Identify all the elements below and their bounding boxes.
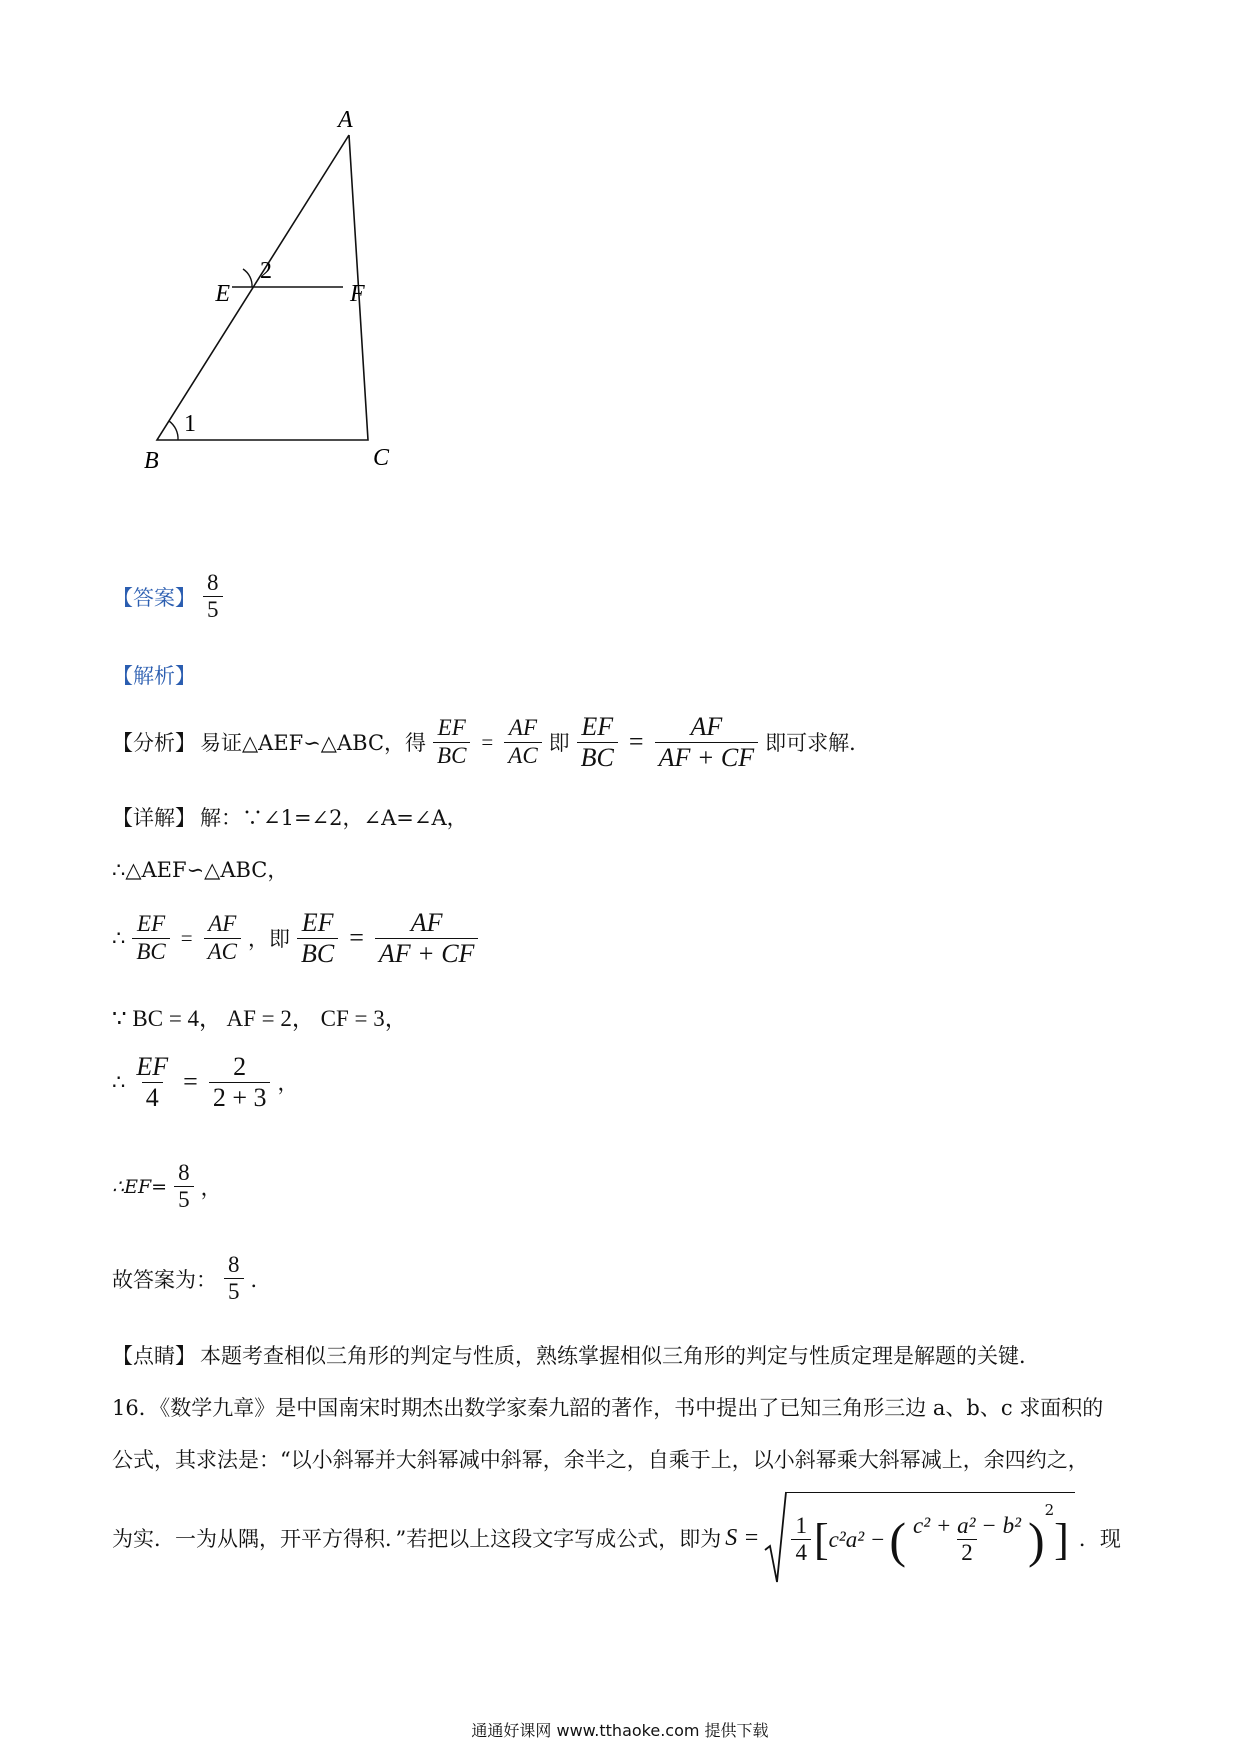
comment-line (112, 1340, 1040, 1370)
jiexi-tag: 【解析】 (112, 664, 196, 688)
detail-frac8: $\frac{8}{5}$ (224, 1252, 244, 1306)
term1: c²a² − (828, 1526, 886, 1552)
detail-text1: 解：∵∠1=∠2，∠A=∠A， (200, 806, 468, 830)
exponent: 2 (1044, 1500, 1055, 1519)
detail-frac7: $\frac{8}{5}$ (174, 1160, 194, 1214)
detail-frac2: $\frac{AF}{AC}$ (204, 911, 241, 965)
label-E: E (215, 281, 230, 307)
detail-frac6: $\frac{2}{2 + 3}$ (209, 1052, 271, 1113)
detail-line1 (112, 802, 468, 832)
detail-line4: ∵ BC = 4， AF = 2， CF = 3， (112, 1006, 408, 1031)
analysis-frac2: $\frac{AF}{AC}$ (504, 715, 541, 769)
q16-line3: 为实．一为从隅，开平方得积．”若把以上这段文字写成公式，即为 S = $\frac{1}{4}$ [ c²a² − ( $\frac{\text{c² + a² − b²}}{2}$ ) $^2$ ] ．现 (112, 1490, 1121, 1586)
analysis-text3: 即可求解． (765, 731, 871, 756)
analysis-frac4: $\frac{AF}{AF + CF}$ (655, 712, 759, 773)
q16-line1: 16．《数学九章》是中国南宋时期杰出数学家秦九韶的著作，书中提出了已知三角形三边 a、b、c 求面积的 (112, 1396, 1104, 1420)
label-angle1: 1 (184, 411, 196, 437)
inner-fraction: $\frac{\text{c² + a² − b²}}{2}$ (913, 1512, 1021, 1565)
analysis-tag: 【分析】 (112, 731, 196, 756)
detail-line6: ∴EF= $\frac{8}{5}$ ， (112, 1160, 222, 1213)
footer-text: 通通好课网 www.tthaoke.com 提供下载 (471, 1721, 769, 1740)
label-C: C (373, 445, 390, 471)
label-angle2: 2 (260, 258, 272, 284)
q16-line2: 公式，其求法是：“以小斜幂并大斜幂减中斜幂，余半之，自乘于上，以小斜幂乘大斜幂减上，余四约之， (112, 1448, 1089, 1472)
quarter-fraction: $\frac{1}{4}$ (791, 1513, 811, 1567)
detail-frac5: $\frac{EF}{4}$ (136, 1052, 169, 1112)
analysis-line: 【分析】 易证△AEF∽△ABC，得 $\frac{EF}{BC}$ = $\frac{AF}{AC}$ 即 $\frac{EF}{BC}$ = $\frac{AF}{AF + CF}$ 即可求解． (112, 712, 871, 772)
answer-fraction: $\frac{8}{5}$ (203, 570, 223, 624)
answer-line (112, 570, 226, 624)
sqrt-sign (763, 1490, 787, 1586)
formula-lhs: S = (725, 1524, 760, 1551)
analysis-frac3: $\frac{EF}{BC}$ (577, 712, 618, 773)
detail-frac3: $\frac{EF}{BC}$ (297, 908, 338, 969)
analysis-text2: 即 (548, 731, 570, 756)
comment-text: 本题考查相似三角形的判定与性质，熟练掌握相似三角形的判定与性质定理是解题的关键． (200, 1344, 1040, 1368)
detail-line7: 故答案为： $\frac{8}{5}$ ． (112, 1252, 272, 1305)
label-B: B (144, 448, 159, 474)
label-A: A (338, 107, 353, 133)
label-F: F (350, 281, 365, 307)
detail-tag: 【详解】 (112, 806, 196, 830)
detail-frac1: $\frac{EF}{BC}$ (132, 911, 169, 965)
comment-tag: 【点睛】 (112, 1344, 196, 1368)
triangle-figure (120, 95, 460, 545)
sqrt-formula: $\frac{1}{4}$ [ c²a² − ( $\frac{\text{c² + a² − b²}}{2}$ ) $^2$ ] (763, 1490, 1074, 1586)
detail-line2: ∴△AEF∽△ABC， (112, 858, 289, 882)
analysis-text1: 易证△AEF∽△ABC，得 (200, 731, 427, 756)
detail-line3: ∴ $\frac{EF}{BC}$ = $\frac{AF}{AC}$ ，即 $\frac{EF}{BC}$ = $\frac{AF}{AF + CF}$ (112, 908, 481, 969)
detail-frac4: $\frac{AF}{AF + CF}$ (375, 908, 479, 969)
detail-line5: ∴ $\frac{EF}{4}$ = $\frac{2}{2 + 3}$ ， (112, 1052, 299, 1112)
answer-tag: 【答案】 (112, 585, 196, 610)
analysis-frac1: $\frac{EF}{BC}$ (433, 715, 470, 769)
